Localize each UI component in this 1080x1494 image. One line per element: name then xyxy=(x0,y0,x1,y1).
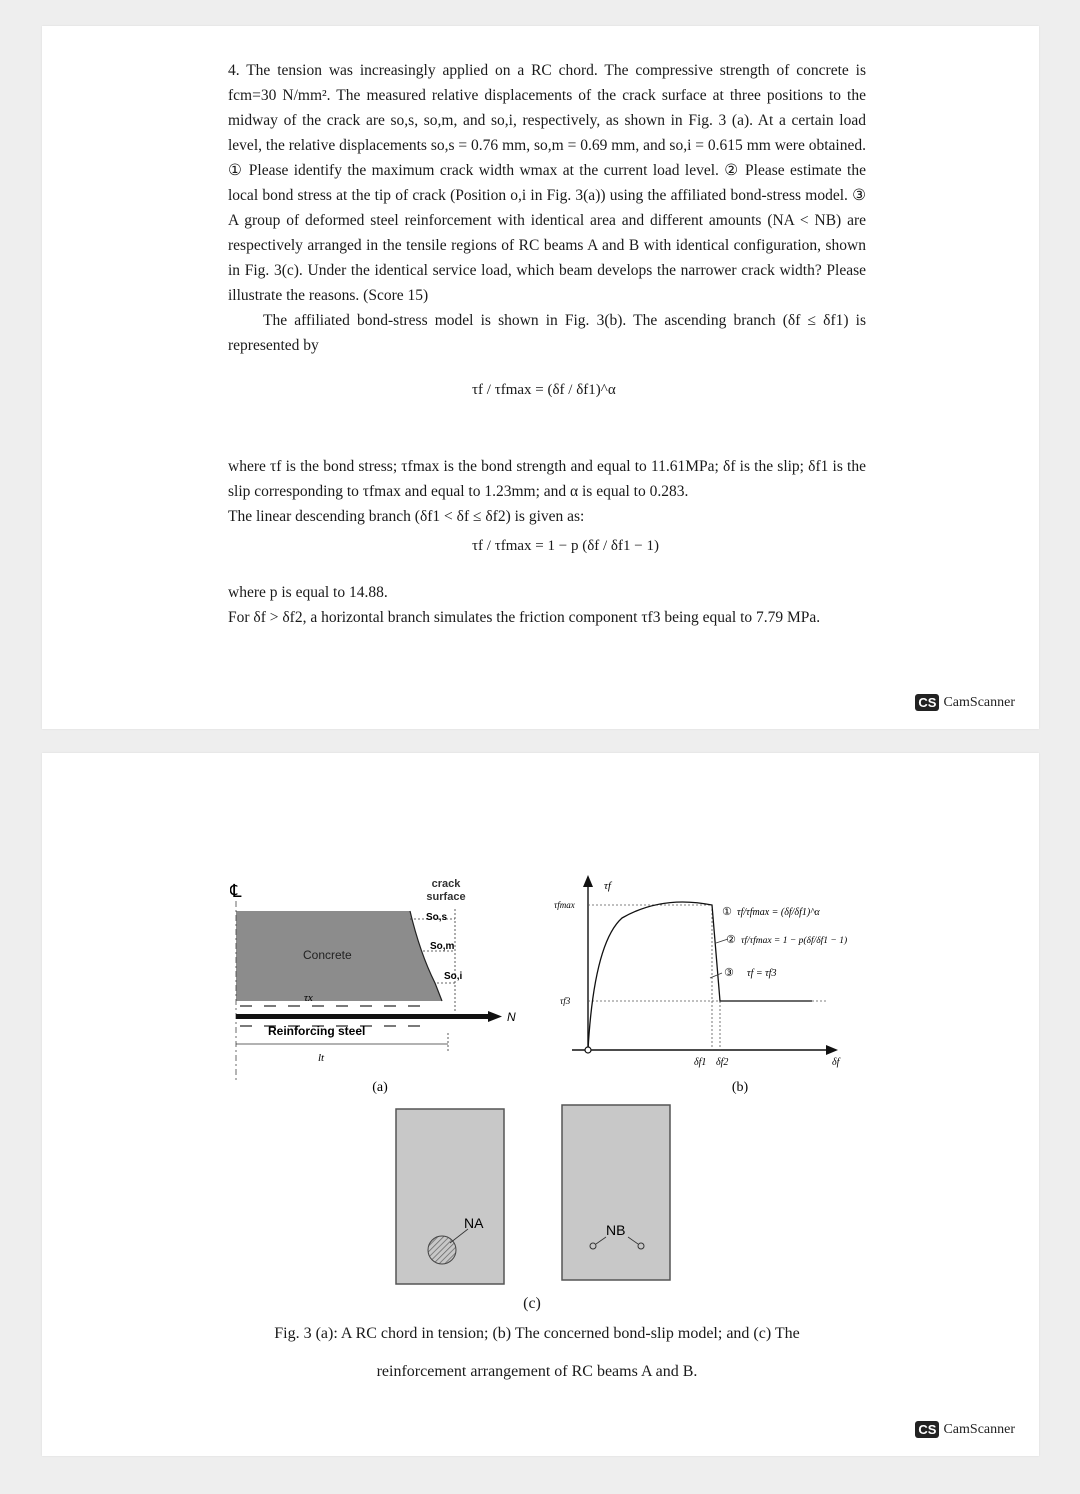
eq1-text: τf/τfmax = (δf/δf1)^α xyxy=(737,907,820,918)
delta-f1-label: δf1 xyxy=(694,1057,707,1068)
na-label: NA xyxy=(464,1215,484,1231)
where-p: where p is equal to 14.88. xyxy=(228,584,388,601)
so-s-label: So,s xyxy=(426,912,448,923)
equation-descending xyxy=(472,538,659,555)
delta-f2-label: δf2 xyxy=(716,1057,729,1068)
figure-a-rc-chord xyxy=(230,873,520,1098)
figure-c-reinforcement-arrangement xyxy=(392,1101,682,1291)
remaining-text xyxy=(228,580,866,630)
tau-fmax-label: τfmax xyxy=(554,900,575,910)
centerline-symbol: ℄ xyxy=(230,881,242,902)
figure-b-label: (b) xyxy=(731,1080,749,1095)
bond-slip-curve xyxy=(588,902,812,1050)
tau-x-label: τx xyxy=(304,992,313,1004)
eq3-text: τf = τf3 xyxy=(747,968,777,979)
eq2-number: ② xyxy=(726,933,736,946)
so-i-label: So,i xyxy=(444,971,463,982)
nb-label: NB xyxy=(606,1222,626,1238)
horizontal-branch: For δf > δf2, a horizontal branch simulates the friction component τf3 being equal to 7.79 MPa. xyxy=(228,609,821,626)
definitions-text xyxy=(228,454,866,529)
equation-ascending xyxy=(472,382,616,399)
camscanner-watermark xyxy=(915,694,1015,711)
figure-caption xyxy=(172,1315,902,1391)
eq1-number: ① xyxy=(722,905,732,918)
model-intro: The affiliated bond-stress model is shown in Fig. 3(b). The ascending branch (δf ≤ δf1) is represented by xyxy=(228,312,866,354)
where-definitions: where τf is the bond stress; τfmax is the bond strength and equal to 11.61MPa; δf is the slip; δf1 is the slip corresponding to τfmax and equal to 1.23mm; and α is equal to 0.283. xyxy=(228,458,866,500)
figure-c-label: (c) xyxy=(523,1295,541,1312)
x-axis-arrow-icon xyxy=(826,1045,838,1055)
camscanner-logo-icon: CS xyxy=(915,694,939,711)
caption-line-2: reinforcement arrangement of RC beams A and B. xyxy=(376,1363,698,1380)
crack-label-line2: surface xyxy=(426,891,466,903)
figure-c-label-container xyxy=(512,1293,552,1315)
linear-branch-intro: The linear descending branch (δf1 < δf ≤ δf2) is given as: xyxy=(228,508,585,525)
camscanner-watermark-2 xyxy=(915,1421,1015,1438)
tau-f3-label: τf3 xyxy=(560,996,571,1006)
figure-a-label: (a) xyxy=(372,1080,388,1095)
problem-text xyxy=(228,58,866,358)
tension-arrow-icon xyxy=(488,1011,502,1022)
page-1 xyxy=(42,26,1039,729)
so-m-label: So,m xyxy=(430,941,455,952)
caption-line-1: Fig. 3 (a): A RC chord in tension; (b) The concerned bond-slip model; and (c) The xyxy=(274,1325,800,1342)
reinforcing-steel-bar xyxy=(236,1014,488,1019)
figure-b-bond-slip-model xyxy=(532,873,852,1098)
lt-label: lt xyxy=(318,1052,325,1064)
camscanner-label: CamScanner xyxy=(943,1421,1015,1437)
crack-label-line1: crack xyxy=(431,878,461,890)
eq2-text: τf/τfmax = 1 − p(δf/δf1 − 1) xyxy=(741,936,848,946)
camscanner-label: CamScanner xyxy=(943,694,1015,710)
steel-label: Reinforcing steel xyxy=(268,1024,366,1038)
page-2 xyxy=(42,753,1039,1456)
origin-point xyxy=(585,1047,591,1053)
problem-paragraph: 4. The tension was increasingly applied on a RC chord. The compressive strength of concrete is fcm=30 N/mm². The measured relative displacements of the crack surface at three positions to the midway of the crack are so,s, so,m, and so,i, respectively, as shown in Fig. 3 (a). At a certain load level, the relative displacements so,s = 0.76 mm, so,m = 0.69 mm, and so,i = 0.615 mm were obtained. ① Please identify the maximum crack width wmax at the current load level. ② Please estimate the local bond stress at the tip of crack (Position o,i in Fig. 3(a)) using the affiliated bond-stress model. ③ A group of deformed steel reinforcement with identical area and different amounts (NA < NB) are respectively arranged in the tensile regions of RC beams A and B with identical configuration, shown in Fig. 3(c). Under the identical service load, which beam develops the narrower crack width? Please illustrate the reasons. (Score 15) xyxy=(228,62,866,304)
tension-force-label: N xyxy=(507,1010,516,1024)
concrete-label: Concrete xyxy=(303,948,352,962)
x-axis-label: δf xyxy=(832,1057,840,1068)
eq3-number: ③ xyxy=(724,966,734,979)
beam-a-bar xyxy=(428,1236,456,1264)
y-axis-label: τf xyxy=(604,880,611,892)
beam-b-section xyxy=(562,1105,670,1280)
equation-ascending-text: τf / τfmax = (δf / δf1)^α xyxy=(472,382,616,398)
y-axis-arrow-icon xyxy=(583,875,593,887)
camscanner-logo-icon: CS xyxy=(915,1421,939,1438)
equation-descending-text: τf / τfmax = 1 − p (δf / δf1 − 1) xyxy=(472,538,659,554)
